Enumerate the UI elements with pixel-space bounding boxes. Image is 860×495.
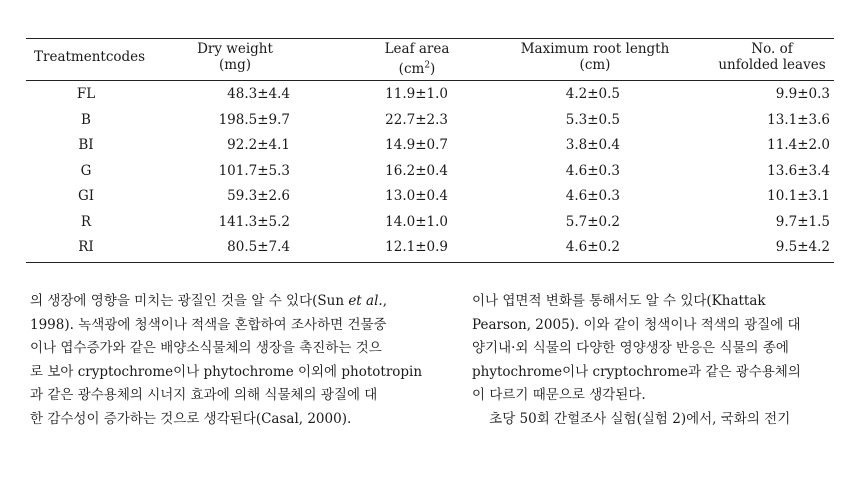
cell-dry-weight: 48.3±4.4 — [227, 86, 290, 102]
cell-unfolded-leaves: 9.5±4.2 — [775, 239, 830, 255]
cell-treatment-code: FL — [76, 86, 96, 102]
cell-root-length: 4.6±0.3 — [565, 162, 620, 179]
header-unfolded-leaves — [710, 41, 834, 73]
header-dry-weight-label: Dry weight — [197, 41, 273, 57]
left-line-1: 의 생장에 영향을 미치는 광질인 것을 알 수 있다(Sun et al., — [30, 293, 387, 309]
header-root-length-label: Maximum root length — [520, 41, 670, 57]
left-line-2: 1998). 녹색광에 청색이나 적색을 혼합하여 조사하면 건물중 — [30, 316, 387, 333]
cell-unfolded-leaves: 9.9±0.3 — [775, 86, 830, 102]
cell-unfolded-leaves: 13.6±3.4 — [767, 162, 830, 179]
right-line-1: 이나 엽면적 변화를 통해서도 알 수 있다(Khattak — [472, 293, 766, 309]
cell-dry-weight: 92.2±4.1 — [227, 137, 290, 153]
header-leaf-area-unit: $(cm^2)$ — [398, 60, 436, 77]
cell-root-length: 4.6±0.2 — [565, 239, 620, 255]
cell-unfolded-leaves: 11.4±2.0 — [767, 137, 830, 153]
header-root-length-unit: (cm) — [579, 57, 611, 73]
header-leaf-area-label: Leaf area — [384, 41, 450, 57]
table-top-rule — [26, 38, 834, 39]
cell-treatment-code: G — [80, 162, 92, 179]
right-column-text — [472, 290, 832, 431]
cell-treatment-code: B — [81, 111, 91, 128]
cell-dry-weight: 59.3±2.6 — [227, 188, 290, 204]
cell-root-length: 4.6±0.3 — [565, 188, 620, 204]
cell-root-length: 5.3±0.5 — [565, 111, 620, 128]
cell-leaf-area: 12.1±0.9 — [385, 239, 448, 255]
cell-leaf-area: 16.2±0.4 — [385, 162, 448, 179]
cell-leaf-area: 13.0±0.4 — [385, 188, 448, 204]
cell-unfolded-leaves: 13.1±3.6 — [767, 111, 830, 128]
cell-root-length: 3.8±0.4 — [565, 137, 620, 153]
cell-unfolded-leaves: 10.1±3.1 — [767, 188, 830, 204]
table-header-rule — [26, 80, 834, 81]
header-leaf-area — [362, 41, 472, 77]
cell-leaf-area: 22.7±2.3 — [385, 111, 448, 128]
cell-root-length: 5.7±0.2 — [565, 213, 620, 230]
cell-dry-weight: 101.7±5.3 — [218, 162, 290, 179]
right-line-5: 이 다르기 때문으로 생각된다. — [472, 387, 646, 403]
header-dry-weight — [180, 41, 290, 73]
header-treatment-codes: Treatmentcodes — [34, 49, 146, 65]
cell-treatment-code: RI — [78, 239, 94, 255]
right-line-6: 초당 50회 간헐조사 실험(실험 2)에서, 국화의 전기 — [472, 410, 791, 427]
cell-unfolded-leaves: 9.7±1.5 — [775, 213, 830, 230]
header-max-root-length — [510, 41, 680, 73]
cell-root-length: 4.2±0.5 — [565, 86, 620, 102]
table-bottom-rule — [26, 262, 834, 263]
et-al-italic: et al. — [348, 293, 383, 309]
cell-dry-weight: 198.5±9.7 — [218, 111, 290, 128]
cell-dry-weight: 141.3±5.2 — [218, 213, 290, 230]
header-leaves-label: No. of — [751, 41, 793, 57]
right-line-3: 양기내·외 식물의 다양한 영양생장 반응은 식물의 종에 — [472, 340, 789, 356]
right-line-4: phytochrome이나 cryptochrome과 같은 광수용체의 — [472, 363, 801, 380]
cell-treatment-code: BI — [78, 137, 94, 153]
header-leaves-label-2: unfolded leaves — [718, 57, 826, 73]
left-line-3: 이나 엽수증가와 같은 배양소식물체의 생장을 촉진하는 것으 — [30, 340, 382, 356]
left-line-5: 과 같은 광수용체의 시너지 효과에 의해 식물체의 광질에 대 — [30, 387, 378, 403]
cell-leaf-area: 14.0±1.0 — [385, 213, 448, 230]
header-dry-weight-unit: (mg) — [219, 57, 251, 73]
cell-leaf-area: 11.9±1.0 — [385, 86, 448, 102]
left-column-text — [30, 290, 422, 431]
cell-treatment-code: GI — [77, 188, 95, 204]
cell-dry-weight: 80.5±7.4 — [227, 239, 290, 255]
right-line-2: Pearson, 2005). 이와 같이 청색이나 적색의 광질에 대 — [472, 316, 801, 333]
cell-leaf-area: 14.9±0.7 — [385, 137, 448, 153]
cell-treatment-code: R — [80, 213, 92, 230]
left-line-6: 한 감수성이 증가하는 것으로 생각된다(Casal, 2000). — [30, 410, 352, 427]
left-line-4: 로 보아 cryptochrome이나 phytochrome 이외에 phototropin — [30, 363, 423, 380]
